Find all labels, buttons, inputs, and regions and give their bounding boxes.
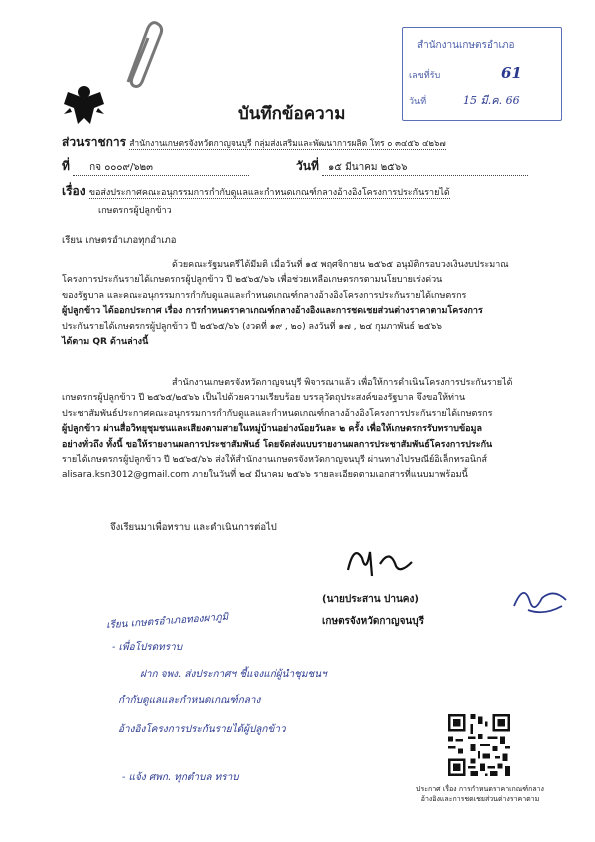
handwritten-note: กำกับดูแลและกำหนดเกณฑ์กลาง [118, 695, 261, 706]
handwritten-note: ฝาก จพง. ส่งประกาศฯ ชี้แจงแก่ผู้นำชุมชนฯ [140, 669, 327, 680]
p2-line: ประชาสัมพันธ์ประกาศคณะอนุกรรมการกำกับดูแลและกำหนดเกณฑ์กลางอ้างอิงโครงการประกันรายได้เกษตรกร [62, 408, 493, 419]
p2-line: สำนักงานเกษตรจังหวัดกาญจนบุรี พิจารณาแล้ว เพื่อให้การดำเนินโครงการประกันรายได้ [172, 378, 513, 388]
salutation: เรียน เกษตรอำเภอทุกอำเภอ [62, 235, 177, 246]
paragraph-2 [62, 376, 562, 484]
stamp-recv-label: เลขที่รับ [409, 71, 441, 81]
p2-line: เกษตรกรผู้ปลูกข้าว ปี ๒๕๖๕/๒๕๖๖ เป็นไปด้วยความเรียบร้อย บรรลุวัตถุประสงค์ของรัฐบาล จึงขอให้ท่าน [62, 393, 466, 404]
signer-name: (นายประสาน ปานคง) [322, 594, 419, 605]
agency-value: สำนักงานเกษตรจังหวัดกาญจนบุรี กลุ่มส่งเสริมและพัฒนาการผลิต โทร ๐ ๓๔๕๖ ๔๒๖๗ [129, 139, 446, 149]
subject-row [62, 182, 450, 201]
p2-line: ผู้ปลูกข้าว ผ่านสื่อวิทยุชุมชนและเสียงตามสายในหมู่บ้านอย่างน้อยวันละ ๒ ครั้ง เพื่อให้เกษตรกรรับทราบข้อมูล [62, 424, 482, 435]
p1-line: ผู้ปลูกข้าว ได้ออกประกาศ เรื่อง การกำหนดราคาเกณฑ์กลางอ้างอิงและการชดเชยส่วนต่างราคาตามโครงการ [62, 306, 483, 317]
paper-clip-icon [118, 20, 166, 92]
qr-code-icon [448, 714, 510, 776]
handwritten-note: - แจ้ง ศพก. ทุกตำบล ทราบ [122, 772, 239, 783]
qr-caption [410, 784, 550, 804]
ref-value: กจ ๐๐๐๙/๖๒๓ [73, 160, 249, 176]
stamp-recv-no: 61 [501, 64, 522, 82]
subject-label: เรื่อง [62, 184, 86, 198]
p2-line: alisara.ksn3012@gmail.com ภายในวันที่ ๒๔ มีนาคม ๒๕๖๖ รายละเอียดตามเอกสารที่แนบมาพร้อมนี้ [62, 470, 468, 481]
date-label: วันที่ [296, 159, 319, 173]
handwritten-note: เรียน เกษตรอำเภอทองผาภูมิ [105, 611, 229, 632]
ref-label: ที่ [62, 159, 70, 173]
ref-row [62, 157, 249, 176]
memo-title: บันทึกข้อความ [238, 104, 346, 124]
handwritten-note: - เพื่อโปรดทราบ [112, 642, 183, 653]
p1-line: ได้ตาม QR ด้านล่างนี้ [62, 337, 149, 348]
p2-line: รายได้เกษตรกรผู้ปลูกข้าว ปี ๒๕๖๕/๖๖ ส่งให้สำนักงานเกษตรจังหวัดกาญจนบุรี ผ่านทางไปรษณีย์อิเล็กทรอนิกส์ [62, 455, 487, 466]
subject-line-2: เกษตรกรผู้ปลูกข้าว [98, 206, 172, 216]
p1-line: ประกันรายได้เกษตรกรผู้ปลูกข้าว ปี ๒๕๖๕/๖๖ (งวดที่ ๑๙ , ๒๐) ลงวันที่ ๑๗ , ๒๔ กุมภาพันธ์ ๒๕๖๖ [62, 321, 443, 332]
agency-label: ส่วนราชการ [62, 135, 127, 149]
stamp-date-label: วันที่ [409, 97, 427, 107]
signer-title: เกษตรจังหวัดกาญจนบุรี [322, 616, 424, 627]
receiving-stamp [402, 27, 562, 121]
signature-icon [340, 540, 420, 580]
paragraph-1 [62, 258, 562, 350]
handwritten-note: อ้างอิงโครงการประกันรายได้ผู้ปลูกข้าว [118, 724, 286, 735]
garuda-emblem-icon [62, 82, 106, 128]
date-value: ๑๕ มีนาคม ๒๕๖๖ [322, 160, 528, 176]
stamp-date-value: 15 มี.ค. 66 [463, 94, 520, 107]
signature-icon [510, 580, 570, 620]
p1-line: ของรัฐบาล และคณะอนุกรรมการกำกับดูแลและกำหนดเกณฑ์กลางอ้างอิงโครงการประกันรายได้เกษตรกร [62, 290, 467, 301]
subject-line-1: ขอส่งประกาศคณะอนุกรรมการกำกับดูแลและกำหนดเกณฑ์กลางอ้างอิงโครงการประกันรายได้ [88, 188, 450, 198]
p1-line: โครงการประกันรายได้เกษตรกรผู้ปลูกข้าว ปี ๒๕๖๕/๖๖ เพื่อช่วยเหลือเกษตรกรตามนโยบายเร่งด่วน [62, 275, 443, 286]
qr-caption-line: อ้างอิงและการชดเชยส่วนต่างราคาตาม [420, 795, 540, 803]
agency-row [62, 133, 446, 152]
closing: จึงเรียนมาเพื่อทราบ และดำเนินการต่อไป [110, 522, 277, 533]
p2-line: อย่างทั่วถึง ทั้งนี้ ขอให้รายงานผลการประชาสัมพันธ์ โดยจัดส่งแบบรายงานผลการประชาสัมพันธ์โครงการประกัน [62, 439, 493, 450]
p1-line: ด้วยคณะรัฐมนตรีได้มีมติ เมื่อวันที่ ๑๕ พฤศจิกายน ๒๕๖๕ อนุมัติกรอบวงเงินงบประมาณ [172, 260, 509, 270]
qr-caption-line: ประกาศ เรื่อง การกำหนดราคาเกณฑ์กลาง [416, 785, 544, 793]
date-row [296, 157, 528, 176]
stamp-office: สำนักงานเกษตรอำเภอ [417, 40, 515, 51]
